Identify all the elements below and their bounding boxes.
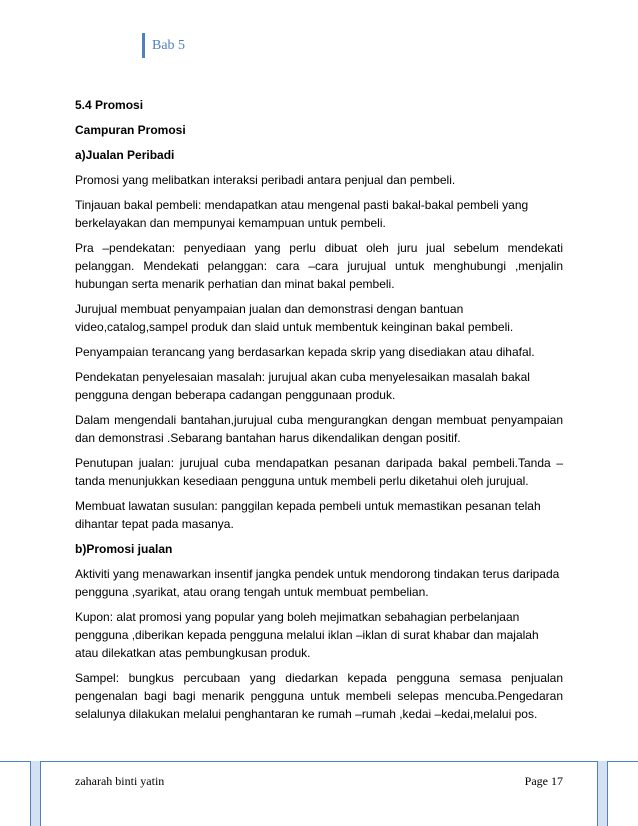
footer-left-decoration: [30, 761, 41, 826]
paragraph: Penyampaian terancang yang berdasarkan kepada skrip yang disediakan atau dihafal.: [75, 345, 535, 359]
header-accent-bar: [142, 33, 145, 58]
paragraph: Jurujual membuat penyampaian jualan dan demonstrasi dengan bantuan video,catalog,sampel produk dan slaid untuk membentuk keinginan bakal pembeli.: [75, 302, 514, 334]
paragraph: Penutupan jualan: jurujual cuba mendapatkan pesanan daripada bakal pembeli.Tanda –tanda menunjukkan kesediaan pengguna untuk membeli perlu diketahui oleh jurujual.: [75, 456, 563, 488]
paragraph: Tinjauan bakal pembeli: mendapatkan atau mengenal pasti bakal-bakal pembeli yang berkelayakan dan mempunyai kemampuan untuk pembeli.: [75, 198, 529, 230]
sub-heading: Campuran Promosi: [75, 123, 186, 137]
section-heading: 5.4 Promosi: [75, 98, 144, 112]
chapter-label: Bab 5: [152, 38, 186, 53]
page-body: [75, 96, 563, 730]
paragraph: Membuat lawatan susulan: panggilan kepada pembeli untuk memastikan pesanan telah dihantar tepat pada masanya.: [75, 499, 541, 531]
footer-divider: [0, 761, 638, 762]
paragraph: Promosi yang melibatkan interaksi peribadi antara penjual dan pembeli.: [75, 173, 456, 187]
paragraph: Kupon: alat promosi yang popular yang boleh mejimatkan sebahagian perbelanjaan pengguna ,diberikan kepada pengguna melalui iklan –iklan di surat khabar dan majalah atau dilekatkan atas pembungkusan produk.: [75, 610, 539, 660]
part-a-heading: a)Jualan Peribadi: [75, 148, 175, 162]
footer-right-decoration: [597, 761, 608, 826]
paragraph: Pendekatan penyelesaian masalah: jurujual akan cuba menyelesaikan masalah bakal pengguna dengan beberapa cadangan penggunaan produk.: [75, 370, 530, 402]
page-number: Page 17: [524, 774, 563, 788]
paragraph: Pra –pendekatan: penyediaan yang perlu dibuat oleh juru jual sebelum mendekati pelanggan. Mendekati pelanggan: cara –cara jurujual untuk menghubungi ,menjalin hubungan serta menarik perhatian dan minat bakal pembeli.: [75, 241, 563, 291]
paragraph: Sampel: bungkus percubaan yang diedarkan kepada pengguna semasa penjualan pengenalan bagi bagi menarik pengguna untuk membeli selepas mencuba.Pengedaran selalunya dilakukan melalui penghantaran ke rumah –rumah ,kedai –kedai,melalui pos.: [75, 671, 563, 721]
footer-author: zaharah binti yatin: [75, 774, 165, 788]
part-b-heading: b)Promosi jualan: [75, 542, 173, 556]
paragraph: Dalam mengendali bantahan,jurujual cuba mengurangkan dengan membuat penyampaian dan demonstrasi .Sebarang bantahan harus dikendalikan dengan positif.: [75, 413, 563, 445]
paragraph: Aktiviti yang menawarkan insentif jangka pendek untuk mendorong tindakan terus daripada pengguna ,syarikat, atau orang tengah untuk membuat pembelian.: [75, 567, 560, 599]
